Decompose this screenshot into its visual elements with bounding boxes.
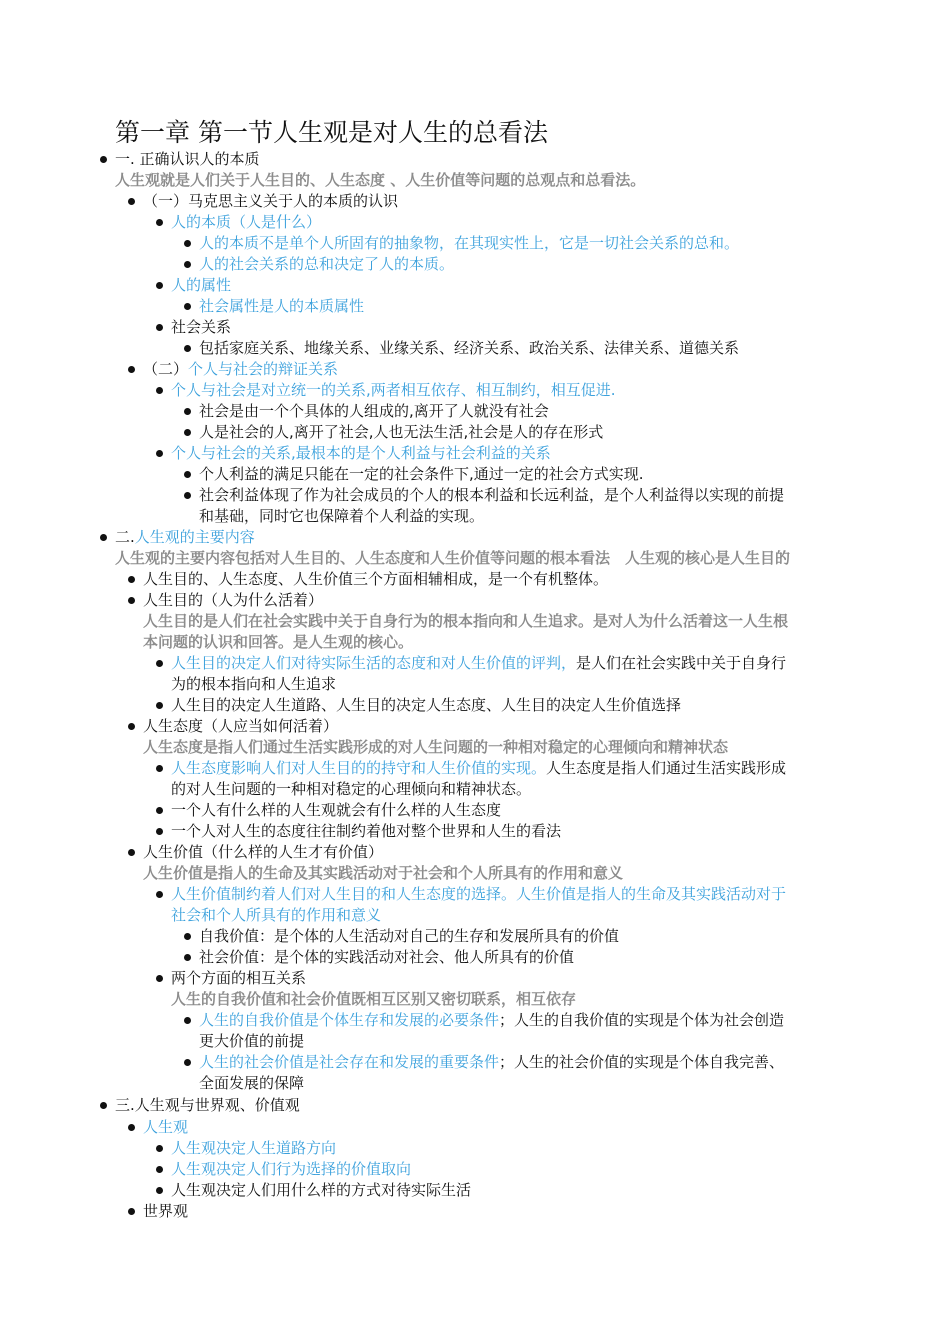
mutual-point-2-cont: 全面发展的保障 [199,1074,305,1092]
bullet [184,429,191,436]
attitude-definition: 人生态度是指人们通过生活实践形成的对人生问题的一种相对稳定的心理倾向和精神状态 [143,738,729,756]
purpose-point-a [171,653,786,674]
mutual-point-2-blue: 人生的社会价值是社会存在和发展的重要条件 [199,1053,500,1071]
purpose-point-b: 人生目的决定人生道路、人生目的决定人生态度、人生目的决定人生价值选择 [171,696,682,714]
bullet [156,807,163,814]
unity-point-b: 人是社会的人,离开了社会,人也无法生活,社会是人的存在形式 [199,423,604,441]
interest-heading: 个人与社会的关系,最根本的是个人利益与社会利益的关系 [171,444,551,462]
bullet [128,366,135,373]
part-2-heading [143,359,338,380]
bullet [184,492,191,499]
value-heading: 人生价值（什么样的人生才有价值） [143,843,384,861]
organic-whole: 人生目的、人生态度、人生价值三个方面相辅相成，是一个有机整体。 [143,570,609,588]
mutual-point-1-black: ；人生的自我价值的实现是个体为社会创造 [499,1011,785,1029]
bullet [156,1145,163,1152]
bullet [128,198,135,205]
bullet [100,534,107,541]
purpose-definition-cont: 本问题的认识和回答。是人生观的核心。 [143,633,414,651]
life-view-heading: 人生观 [143,1118,189,1136]
section-3-heading: 三.人生观与世界观、价值观 [115,1096,300,1114]
bullet [184,471,191,478]
bullet [184,1059,191,1066]
part-2-prefix: （二） [143,360,189,378]
social-value: 社会价值：是个体的实践活动对社会、他人所具有的价值 [199,948,575,966]
unity-point-a: 社会是由一个个具体的人组成的,离开了人就没有社会 [199,402,549,420]
bullet [128,1124,135,1131]
attitude-point-a-black: 人生态度是指人们通过生活实践形成 [546,759,787,777]
attitude-point-a [171,758,786,779]
interest-point-b-cont: 和基础，同时它也保障着个人利益的实现。 [199,507,485,525]
bullet [156,1166,163,1173]
page-title: 第一章 第一节人生观是对人生的总看法 [115,118,548,147]
bullet [100,1102,107,1109]
attitude-point-a-cont: 的对人生问题的一种相对稳定的心理倾向和精神状态。 [171,780,532,798]
value-point-a-cont: 社会和个人所具有的作用和意义 [171,906,382,924]
section-1-heading: 一. 正确认识人的本质 [115,150,260,168]
world-view-heading: 世界观 [143,1202,189,1220]
essence-point-b: 人的社会关系的总和决定了人的本质。 [199,255,455,273]
life-view-point-a: 人生观决定人生道路方向 [171,1139,337,1157]
bullet [184,954,191,961]
bullet [156,828,163,835]
bullet [128,597,135,604]
relations-heading: 社会关系 [171,318,232,336]
bullet [156,1187,163,1194]
relations-point: 包括家庭关系、地缘关系、业缘关系、经济关系、政治关系、法律关系、道德关系 [199,339,740,357]
purpose-definition: 人生目的是人们在社会实践中关于自身行为的根本指向和人生追求。是对人为什么活着这一人生根 [143,612,789,630]
bullet [156,975,163,982]
attitude-point-c: 一个人对人生的态度往往制约着他对整个世界和人生的看法 [171,822,562,840]
section-1-summary: 人生观就是人们关于人生目的、人生态度 、人生价值等问题的总观点和总看法。 [115,171,646,189]
attribute-point: 社会属性是人的本质属性 [199,297,365,315]
bullet [184,303,191,310]
value-definition: 人生价值是指人的生命及其实践活动对于社会和个人所具有的作用和意义 [143,864,624,882]
bullet [156,219,163,226]
bullet [156,282,163,289]
bullet [156,450,163,457]
mutual-point-1-blue: 人生的自我价值是个体生存和发展的必要条件 [199,1011,500,1029]
section-2-summary: 人生观的主要内容包括对人生目的、人生态度和人生价值等问题的根本看法 人生观的核心是人生目的 [115,549,791,567]
bullet [156,891,163,898]
unity-heading: 个人与社会是对立统一的关系,两者相互依存、相互制约，相互促进. [171,381,616,399]
bullet [184,240,191,247]
mutual-point-1 [199,1010,784,1031]
bullet [156,660,163,667]
value-point-a: 人生价值制约着人们对人生目的和人生态度的选择。人生价值是指人的生命及其实践活动对于 [171,885,787,903]
purpose-point-a-blue: 人生目的决定人们对待实际生活的态度和对人生价值的评判， [171,654,577,672]
attitude-point-a-blue: 人生态度影响人们对人生目的的持守和人生价值的实现。 [171,759,547,777]
mutual-heading: 两个方面的相互关系 [171,969,307,987]
bullet [156,324,163,331]
purpose-point-a-black: 是人们在社会实践中关于自身行 [576,654,787,672]
bullet [128,1208,135,1215]
part-1-heading: （一）马克思主义关于人的本质的认识 [143,192,399,210]
section-2-heading [115,527,255,548]
mutual-definition: 人生的自我价值和社会价值既相互区别又密切联系，相互依存 [171,990,577,1008]
essence-heading: 人的本质（人是什么） [171,213,322,231]
attribute-heading: 人的属性 [171,276,232,294]
interest-point-b: 社会利益体现了作为社会成员的个人的根本利益和长远利益，是个人利益得以实现的前提 [199,486,785,504]
mutual-point-1-cont: 更大价值的前提 [199,1032,305,1050]
bullet [128,576,135,583]
part-2-title: 个人与社会的辩证关系 [188,360,339,378]
bullet [156,387,163,394]
bullet [184,1017,191,1024]
section-2-prefix: 二. [115,528,135,546]
bullet [128,723,135,730]
bullet [184,408,191,415]
purpose-heading: 人生目的（人为什么活着） [143,591,324,609]
bullet [156,702,163,709]
interest-point-a: 个人利益的满足只能在一定的社会条件下,通过一定的社会方式实现. [199,465,644,483]
life-view-point-c: 人生观决定人们用什么样的方式对待实际生活 [171,1181,472,1199]
bullet [156,765,163,772]
bullet [184,933,191,940]
attitude-point-b: 一个人有什么样的人生观就会有什么样的人生态度 [171,801,502,819]
bullet [184,345,191,352]
mutual-point-2 [199,1052,784,1073]
bullet [184,261,191,268]
self-value: 自我价值：是个体的人生活动对自己的生存和发展所具有的价值 [199,927,620,945]
section-2-title: 人生观的主要内容 [134,528,255,546]
attitude-heading: 人生态度（人应当如何活着） [143,717,339,735]
life-view-point-b: 人生观决定人们行为选择的价值取向 [171,1160,412,1178]
bullet [128,849,135,856]
purpose-point-a-cont: 为的根本指向和人生追求 [171,675,337,693]
mutual-point-2-black: ；人生的社会价值的实现是个体自我完善、 [499,1053,785,1071]
bullet [100,156,107,163]
essence-point-a: 人的本质不是单个人所固有的抽象物，在其现实性上，它是一切社会关系的总和。 [199,234,740,252]
